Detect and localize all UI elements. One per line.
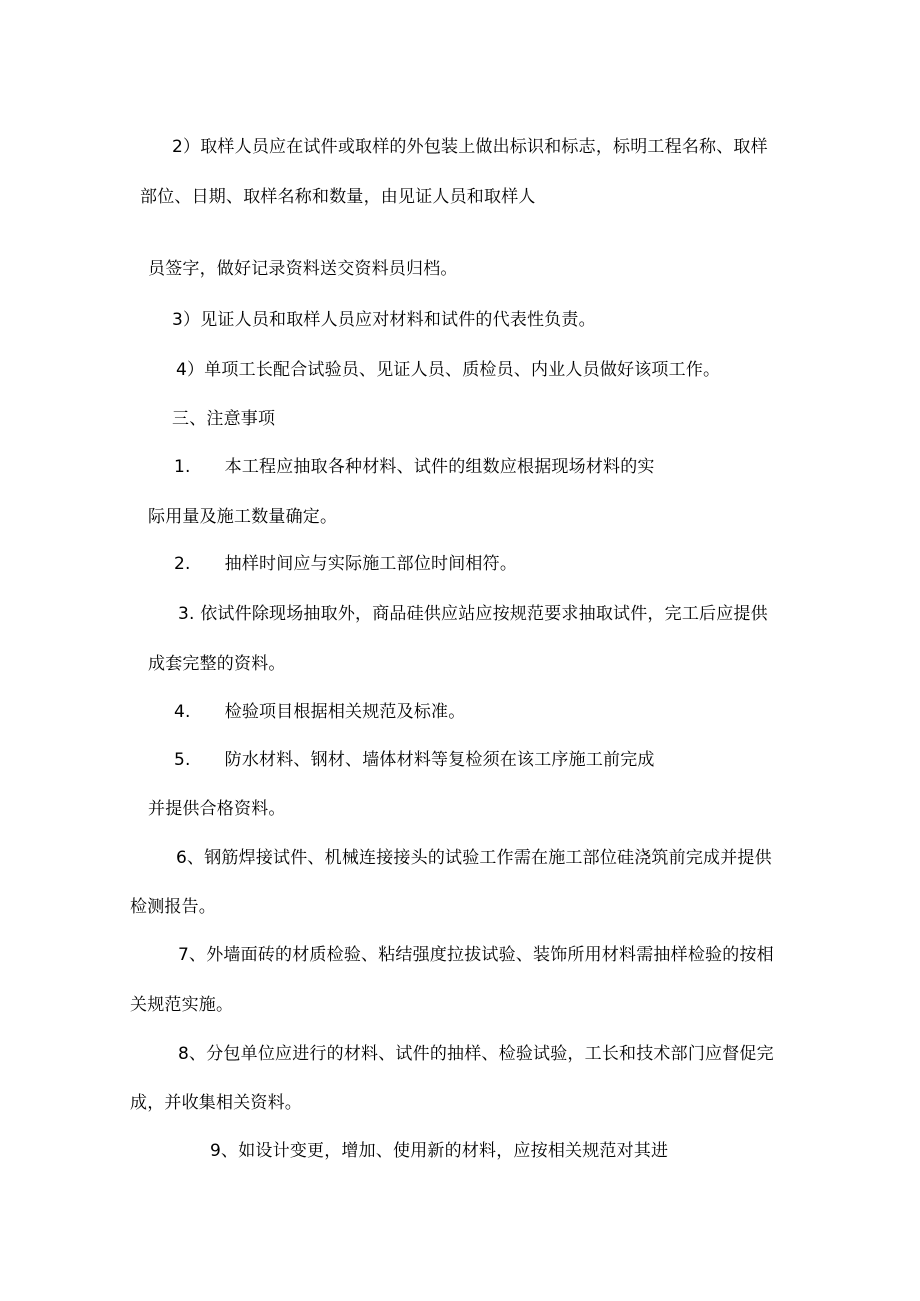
paragraph-line: 关规范实施。 — [130, 995, 234, 1015]
list-item — [174, 553, 517, 575]
paragraph-line: 2）取样人员应在试件或取样的外包装上做出标识和标志，标明工程名称、取样 — [172, 137, 768, 157]
paragraph-line: 6、钢筋焊接试件、机械连接接头的试验工作需在施工部位硅浇筑前完成并提供 — [176, 848, 772, 868]
list-item-text: 防水材料、钢材、墙体材料等复检须在该工序施工前完成 — [224, 750, 655, 770]
paragraph-line: 员签字，做好记录资料送交资料员归档。 — [148, 259, 458, 279]
paragraph-line: 检测报告。 — [130, 897, 216, 917]
paragraph-line: 7、外墙面砖的材质检验、粘结强度拉拔试验、装饰所用材料需抽样检验的按相 — [178, 945, 774, 965]
list-item — [174, 456, 655, 478]
paragraph-line: 3）见证人员和取样人员应对材料和试件的代表性负责。 — [172, 310, 596, 330]
paragraph-line: 成，并收集相关资料。 — [130, 1093, 302, 1113]
list-number: 2. — [174, 554, 191, 574]
list-item — [174, 749, 655, 771]
list-number: 5. — [174, 750, 191, 770]
list-item-text: 抽样时间应与实际施工部位时间相符。 — [224, 554, 518, 574]
list-number: 1. — [174, 457, 191, 477]
paragraph-line: 部位、日期、取样名称和数量，由见证人员和取样人 — [140, 187, 536, 207]
paragraph-line: 8、分包单位应进行的材料、试件的抽样、检验试验，工长和技术部门应督促完 — [178, 1044, 774, 1064]
list-item: 3. 依试件除现场抽取外，商品硅供应站应按规范要求抽取试件，完工后应提供 — [178, 604, 768, 624]
paragraph-line: 际用量及施工数量确定。 — [148, 507, 338, 527]
list-item-text: 本工程应抽取各种材料、试件的组数应根据现场材料的实 — [224, 457, 655, 477]
list-item-text: 检验项目根据相关规范及标准。 — [224, 702, 466, 722]
paragraph-line: 并提供合格资料。 — [148, 799, 286, 819]
list-item — [174, 701, 465, 723]
paragraph-line: 9、如设计变更，增加、使用新的材料，应按相关规范对其进 — [210, 1141, 669, 1161]
paragraph-line: 成套完整的资料。 — [148, 654, 286, 674]
list-number: 4. — [174, 702, 191, 722]
section-heading: 三、注意事项 — [172, 409, 276, 429]
paragraph-line: 4）单项工长配合试验员、见证人员、质检员、内业人员做好该项工作。 — [176, 360, 721, 380]
